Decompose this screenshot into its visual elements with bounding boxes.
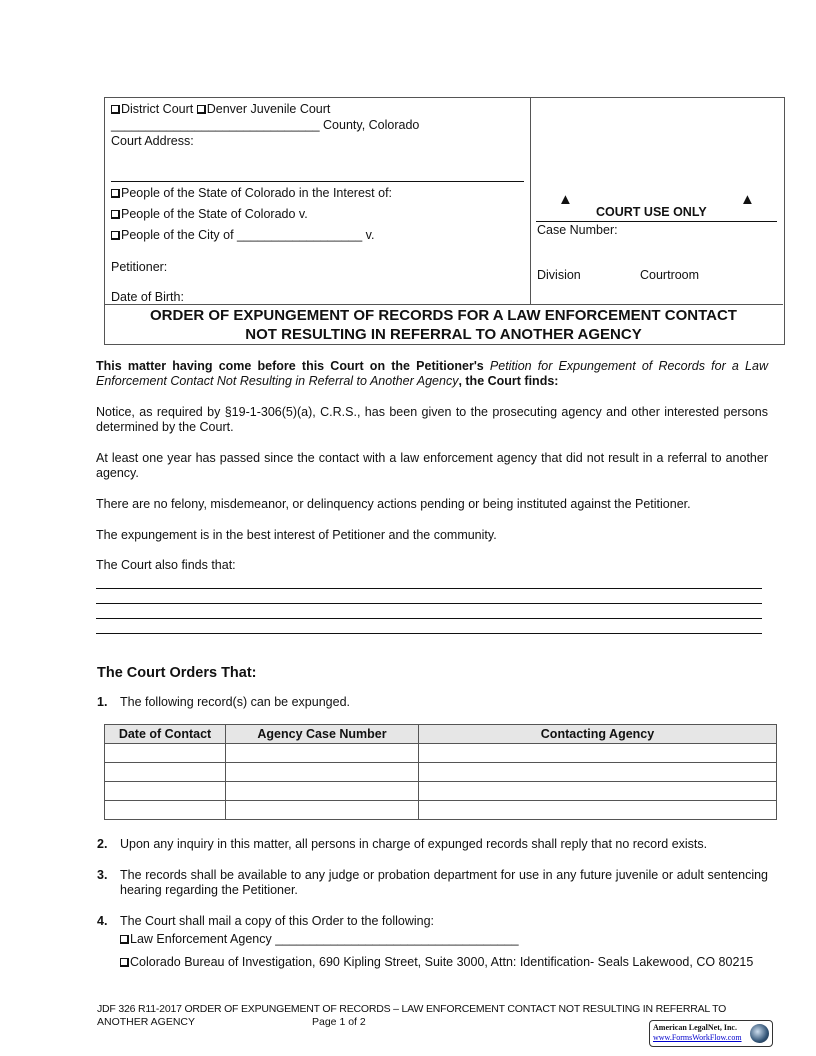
order-2: Upon any inquiry in this matter, all persons in charge of expunged records shall reply that no record exists. [120, 837, 708, 851]
findings-line[interactable] [96, 618, 762, 619]
table-row [105, 744, 777, 763]
checkbox-people-state[interactable] [111, 210, 120, 219]
divider [536, 221, 777, 222]
finding-one-year: At least one year has passed since the contact with a law enforcement agency that did not result in a referral to another agency. [96, 451, 768, 480]
intro-paragraph: This matter having come before this Court on the Petitioner's Petition for Expungement of Records for a Law Enforcement Contact Not Resulting in Referral to Another Agency, the Court finds: [96, 359, 768, 388]
findings-line[interactable] [96, 633, 762, 634]
court-use-only: COURT USE ONLY [596, 205, 707, 219]
finding-no-actions: There are no felony, misdemeanor, or delinquency actions pending or being instituted against the Petitioner. [96, 497, 691, 511]
item-number: 1. [97, 695, 108, 709]
triangle-icon: ▲ [740, 191, 755, 208]
logo-link[interactable]: www.FormsWorkFlow.com [653, 1033, 742, 1042]
logo: American LegalNet, Inc. www.FormsWorkFlow.com [649, 1020, 773, 1047]
col-header: Date of Contact [105, 725, 226, 744]
finding-also: The Court also finds that: [96, 558, 236, 572]
orders-heading: The Court Orders That: [97, 665, 257, 681]
cell[interactable] [226, 763, 419, 782]
checkbox-cbi[interactable] [120, 958, 129, 967]
order-4: The Court shall mail a copy of this Order to the following: [120, 914, 435, 928]
records-table [104, 724, 777, 820]
footer-form-title-cont: ANOTHER AGENCY [97, 1016, 196, 1028]
county-field[interactable]: ______________________________ County, Colorado [111, 118, 420, 132]
label: People of the City of __________________ v. [121, 228, 375, 242]
form-title: ORDER OF EXPUNGEMENT OF RECORDS FOR A LAW ENFORCEMENT CONTACT NOT RESULTING IN REFERRAL TO ANOTHER AGENCY [150, 307, 737, 343]
page-number: Page 1 of 2 [312, 1016, 366, 1028]
cell[interactable] [226, 744, 419, 763]
checkbox-district-court[interactable] [111, 105, 120, 114]
findings-line[interactable] [96, 603, 762, 604]
col-header: Contacting Agency [419, 725, 777, 744]
findings-line[interactable] [96, 588, 762, 589]
item-number: 4. [97, 914, 108, 928]
finding-notice: Notice, as required by §19-1-306(5)(a), C.R.S., has been given to the prosecuting agency and other interested persons determined by the Court. [96, 405, 768, 434]
cell[interactable] [419, 744, 777, 763]
table-row [105, 763, 777, 782]
divider [111, 181, 524, 182]
checkbox-denver-juvenile[interactable] [197, 105, 206, 114]
cell[interactable] [419, 801, 777, 820]
table-row [105, 782, 777, 801]
checkbox-law-enforcement[interactable] [120, 935, 129, 944]
courtroom-label: Courtroom [640, 268, 700, 282]
item-number: 2. [97, 837, 108, 851]
label: People of the State of Colorado in the Interest of: [121, 186, 393, 200]
table-row [105, 801, 777, 820]
label: District Court [121, 102, 194, 116]
label: Law Enforcement Agency ___________________________________ [130, 932, 519, 946]
dob-label: Date of Birth: [111, 290, 184, 304]
cell[interactable] [419, 782, 777, 801]
footer-form-id: JDF 326 R11-2017 ORDER OF EXPUNGEMENT OF RECORDS – LAW ENFORCEMENT CONTACT NOT RESULTING IN REFERRAL TO [97, 1003, 727, 1015]
cell[interactable] [105, 744, 226, 763]
col-header: Agency Case Number [226, 725, 419, 744]
order-3: The records shall be available to any judge or probation department for use in any future juvenile or adult sentencing hearing regarding the Petitioner. [120, 868, 768, 897]
checkbox-people-interest[interactable] [111, 189, 120, 198]
petitioner-label: Petitioner: [111, 260, 168, 274]
division-label: Division [537, 268, 581, 282]
cell[interactable] [105, 763, 226, 782]
cell[interactable] [226, 782, 419, 801]
label: Denver Juvenile Court [206, 102, 331, 116]
cell[interactable] [226, 801, 419, 820]
cell[interactable] [419, 763, 777, 782]
item-number: 3. [97, 868, 108, 882]
order-1: The following record(s) can be expunged. [120, 695, 350, 709]
checkbox-people-city[interactable] [111, 231, 120, 240]
globe-icon [750, 1024, 769, 1043]
finding-best-interest: The expungement is in the best interest of Petitioner and the community. [96, 528, 497, 542]
court-address-label: Court Address: [111, 134, 194, 148]
case-number-label: Case Number: [537, 223, 618, 237]
triangle-icon: ▲ [558, 191, 573, 208]
label: People of the State of Colorado v. [121, 207, 308, 221]
caption-divider [530, 97, 531, 304]
cell[interactable] [105, 782, 226, 801]
label: Colorado Bureau of Investigation, 690 Kipling Street, Suite 3000, Attn: Identification- Seals Lakewood, CO 80215 [130, 955, 754, 969]
title-divider [104, 304, 783, 305]
cell[interactable] [105, 801, 226, 820]
